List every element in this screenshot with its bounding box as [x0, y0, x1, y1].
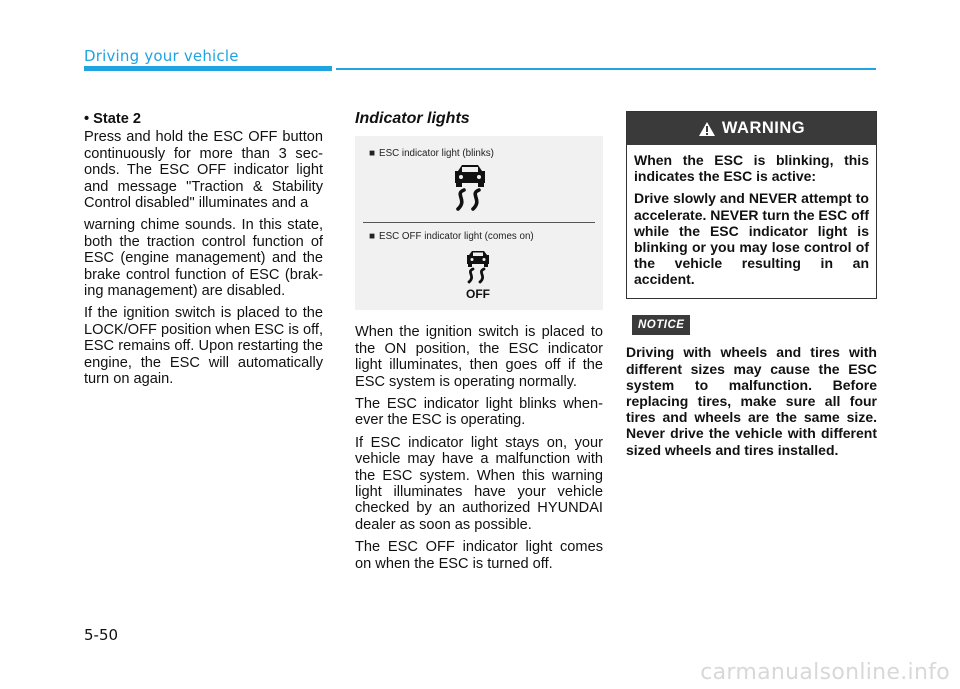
- paragraph: If ESC indicator light stays on, your vehicle may have a malfunction with the ESC system. When this warning light illuminates have your vehicle checked by an authorized HYUNDAI dealer as soon as possible.: [355, 434, 603, 533]
- warning-triangle-icon: [698, 121, 716, 137]
- esc-indicator-icon: [450, 163, 490, 211]
- paragraph: warning chime sounds. In this state, both the traction control function of ESC (engine management) and the brake control function of ESC (brak-ing management) are disabled.: [84, 217, 323, 300]
- header-rule-thick: [84, 66, 332, 71]
- column-state-2: [84, 111, 323, 394]
- header-rule-thin: [336, 68, 876, 70]
- state-heading: • State 2: [84, 111, 142, 127]
- warning-paragraph: When the ESC is blinking, this indicates the ESC is active:: [634, 152, 869, 185]
- warning-title: WARNING: [721, 119, 806, 138]
- indicator-label-off: ■ ESC OFF indicator light (comes on): [369, 231, 534, 243]
- warning-paragraph: Drive slowly and NEVER attempt to accelerate. NEVER turn the ESC off while the ESC indicator light is blinking or you may lose control of the vehicle resulting in an accident.: [634, 190, 869, 288]
- watermark: carmanualsonline.info: [700, 660, 950, 685]
- warning-box: [626, 111, 877, 299]
- notice-badge: NOTICE: [632, 315, 690, 335]
- section-title: Driving your vehicle: [84, 47, 239, 65]
- warning-header: [627, 112, 876, 145]
- bullet-square-icon: ■: [369, 231, 376, 243]
- column-warning-notice: [626, 111, 877, 464]
- paragraph: When the ignition switch is placed to the ON position, the ESC indicator light illuminates, then goes off if the ESC system is operating normally.: [355, 324, 603, 390]
- notice-text: Driving with wheels and tires with different sizes may cause the ESC system to malfunction. Before replacing tires, make sure all four tires and wheels are the same size. Never drive the vehicle with different sized wheels and tires installed.: [626, 344, 877, 458]
- indicator-divider: [363, 222, 595, 223]
- paragraph: The ESC OFF indicator light comes on when the ESC is turned off.: [355, 539, 603, 572]
- column-indicator-lights: [355, 111, 603, 578]
- esc-off-text: OFF: [466, 287, 490, 302]
- indicator-illustration: [355, 136, 603, 310]
- bullet-square-icon: ■: [369, 148, 376, 160]
- indicator-lights-heading: Indicator lights: [355, 110, 470, 127]
- warning-body: [627, 145, 876, 288]
- indicator-label-blink: ■ ESC indicator light (blinks): [369, 148, 494, 160]
- paragraph: The ESC indicator light blinks when-ever the ESC is operating.: [355, 396, 603, 429]
- paragraph: If the ignition switch is placed to the LOCK/OFF position when ESC is off, ESC remains off. Upon restarting the engine, the ESC will automatically turn on again.: [84, 305, 324, 388]
- esc-off-indicator-icon: [459, 249, 499, 303]
- paragraph: Press and hold the ESC OFF button continuously for more than 3 sec-onds. The ESC OFF indicator light and message "Traction & Stability Control disabled" illuminates and a: [84, 129, 323, 212]
- page-number: 5-50: [84, 626, 119, 644]
